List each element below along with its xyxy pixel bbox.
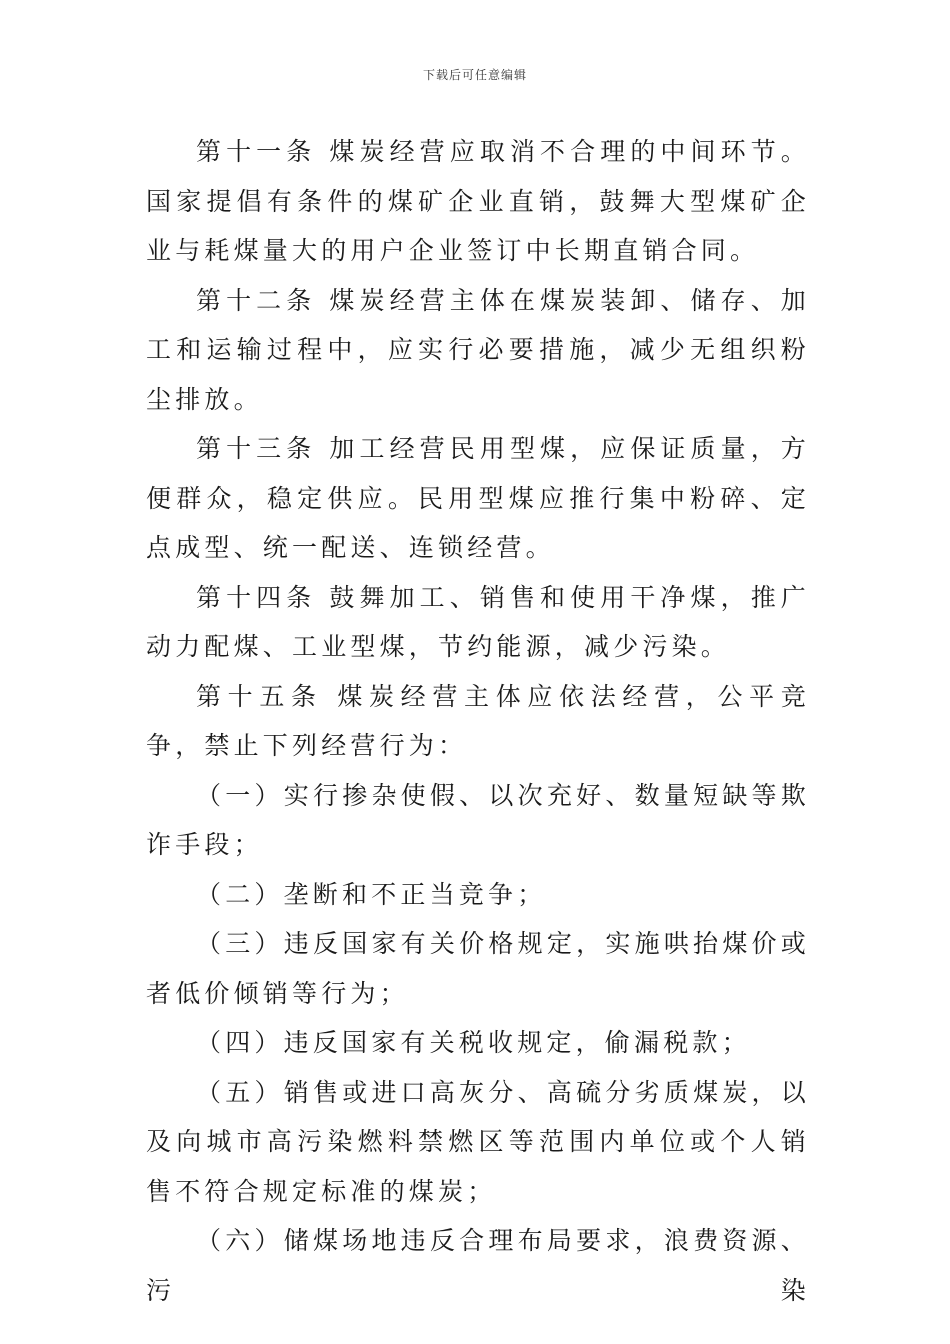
article-14-paragraph: 第十四条 鼓舞加工、销售和使用干净煤，推广动力配煤、工业型煤，节约能源，减少污染。 bbox=[146, 582, 810, 661]
article-11-paragraph: 第十一条 煤炭经营应取消不合理的中间环节。国家提倡有条件的煤矿企业直销，鼓舞大型煤矿企业与耗煤量大的用户企业签订中长期直销合同。 bbox=[146, 137, 810, 265]
list-item-4: （四）违反国家有关税收规定，偷漏税款； bbox=[196, 1028, 751, 1057]
article-12-paragraph: 第十二条 煤炭经营主体在煤炭装卸、储存、加工和运输过程中，应实行必要措施，减少无组织粉尘排放。 bbox=[146, 285, 810, 414]
article-13-paragraph: 第十三条 加工经营民用型煤，应保证质量，方便群众，稳定供应。民用型煤应推行集中粉碎、定点成型、统一配送、连锁经营。 bbox=[146, 434, 810, 562]
list-item-3: （三）违反国家有关价格规定，实施哄抬煤价或者低价倾销等行为； bbox=[146, 929, 810, 1008]
list-item-6: （六）储煤场地违反合理布局要求，浪费资源、污染 bbox=[146, 1226, 810, 1305]
document-body bbox=[146, 127, 810, 1315]
page-header-note: 下载后可任意编辑 bbox=[422, 68, 527, 82]
list-item-5: （五）销售或进口高灰分、高硫分劣质煤炭，以及向城市高污染燃料禁燃区等范围内单位或个人销售不符合规定标准的煤炭； bbox=[146, 1077, 810, 1206]
article-15-paragraph: 第十五条 煤炭经营主体应依法经营，公平竞争，禁止下列经营行为： bbox=[146, 681, 810, 760]
list-item-1: （一）实行掺杂使假、以次充好、数量短缺等欺诈手段； bbox=[146, 780, 810, 859]
list-item-2: （二）垄断和不正当竞争； bbox=[196, 879, 547, 909]
